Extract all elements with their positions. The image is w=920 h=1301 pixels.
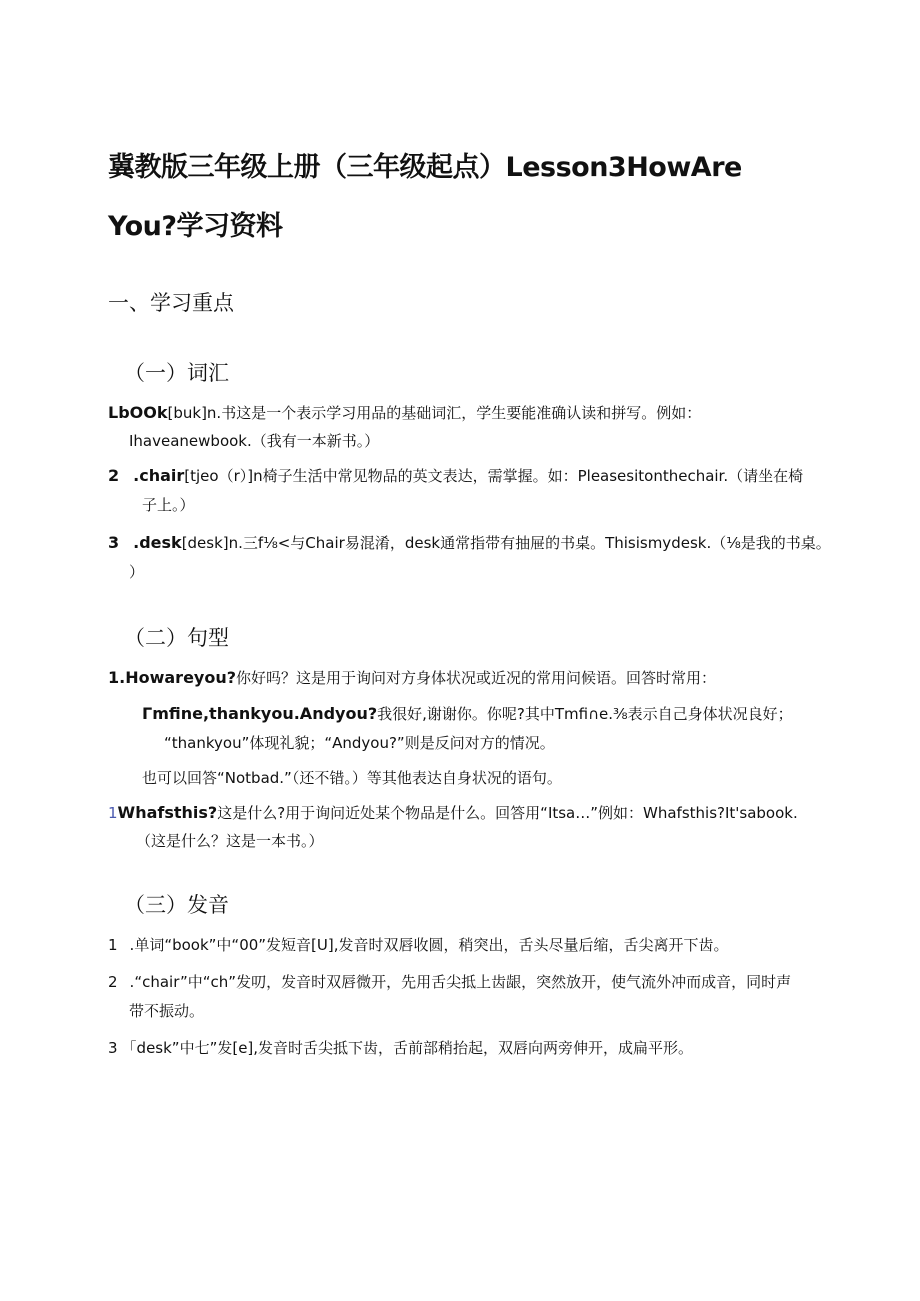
sentence-whats-this-desc: 这是什么?用于询问近处某个物品是什么。回答用“Itsa…”例如：Whafsthis?It'sabook.: [217, 804, 798, 822]
vocab-item-book-desc: [buk]n.书这是一个表示学习用品的基础词汇，学生要能准确认读和拼写。例如：: [167, 404, 702, 422]
document-title-line2: You?学习资料: [108, 211, 283, 242]
sentence-alt-answer: 也可以回答“Notbad.”（还不错。）等其他表达自身状况的语句。: [142, 769, 562, 787]
sentence-answer-cont: “thankyou”体现礼貌；“Andyou?”则是反问对方的情况。: [164, 734, 555, 752]
vocab-item-desk-word: .desk: [133, 533, 182, 552]
sentence-whats-this-number: 1: [108, 804, 118, 822]
vocab-item-desk-number: 3: [108, 533, 120, 552]
pronunciation-item-desk-text: 「desk”中七”发[e],发音时舌尖抵下齿，舌前部稍抬起，双唇向两旁伸开，成扁平形。: [121, 1039, 694, 1057]
vocab-item-chair: [108, 465, 803, 486]
subsection-heading-pronunciation: （三）发音: [124, 893, 229, 917]
sentence-whats-this-cont: （这是什么？这是一本书。）: [136, 832, 324, 850]
vocab-item-chair-word: .chair: [133, 466, 185, 485]
subsection-heading-sentences: （二）句型: [124, 626, 229, 650]
pronunciation-item-book-text: .单词“book”中“00”发短音[U],发音时双唇收圆，稍突出，舌头尽量后缩，舌尖离开下齿。: [129, 936, 729, 954]
sentence-how-are-you-desc: 你好吗？这是用于询问对方身体状况或近况的常用问候语。回答时常用：: [236, 669, 717, 687]
sentence-answer: [142, 703, 793, 724]
vocab-item-chair-desc: [tjeo（r）]n椅子生活中常见物品的英文表达，需掌握。如：Pleasesitonthechair.（请坐在椅: [184, 467, 804, 485]
vocab-item-book-word: LbOOk: [108, 403, 168, 422]
sentence-whats-this: [108, 802, 798, 823]
sentence-answer-bold: Γmfine,thankyou.Andyou?: [142, 704, 378, 723]
pronunciation-item-desk-number: 3: [108, 1039, 118, 1057]
vocab-item-desk: [108, 532, 831, 553]
subsection-heading-vocab: （一）词汇: [124, 361, 229, 385]
sentence-how-are-you-bold: 1.Howareyou?: [108, 668, 237, 687]
pronunciation-item-chair-cont: 带不振动。: [129, 1002, 205, 1020]
vocab-item-chair-cont: 子上。）: [142, 496, 195, 514]
pronunciation-item-chair: [108, 971, 791, 992]
pronunciation-item-chair-number: 2: [108, 973, 118, 991]
sentence-how-are-you: [108, 667, 716, 688]
sentence-whats-this-bold: Whafsthis?: [117, 803, 218, 822]
pronunciation-item-desk: [108, 1037, 693, 1058]
pronunciation-item-chair-text: .“chair”中“ch”发叨，发音时双唇微开，先用舌尖抵上齿龈，突然放开，使气流外冲而成音，同时声: [129, 973, 792, 991]
vocab-item-book-example: Ihaveanewbook.（我有一本新书。）: [129, 432, 380, 450]
sentence-answer-desc: 我很好,谢谢你。你呢?其中Tmfi∩e.⅜表示自己身体状况良好；: [377, 705, 793, 723]
vocab-item-desk-cont: ）: [129, 563, 145, 581]
section-heading-key-points: 一、学习重点: [108, 291, 234, 315]
pronunciation-item-book: [108, 934, 729, 955]
document-title-line1: 冀教版三年级上册（三年级起点）Lesson3HowAre: [108, 152, 742, 183]
vocab-item-book: [108, 402, 701, 423]
vocab-item-desk-desc: [desk]n.三f⅛<与Chair易混淆，desk通常指带有抽屉的书桌。Thisismydesk.（⅛是我的书桌。: [181, 534, 831, 552]
pronunciation-item-book-number: 1: [108, 936, 118, 954]
vocab-item-chair-number: 2: [108, 466, 120, 485]
